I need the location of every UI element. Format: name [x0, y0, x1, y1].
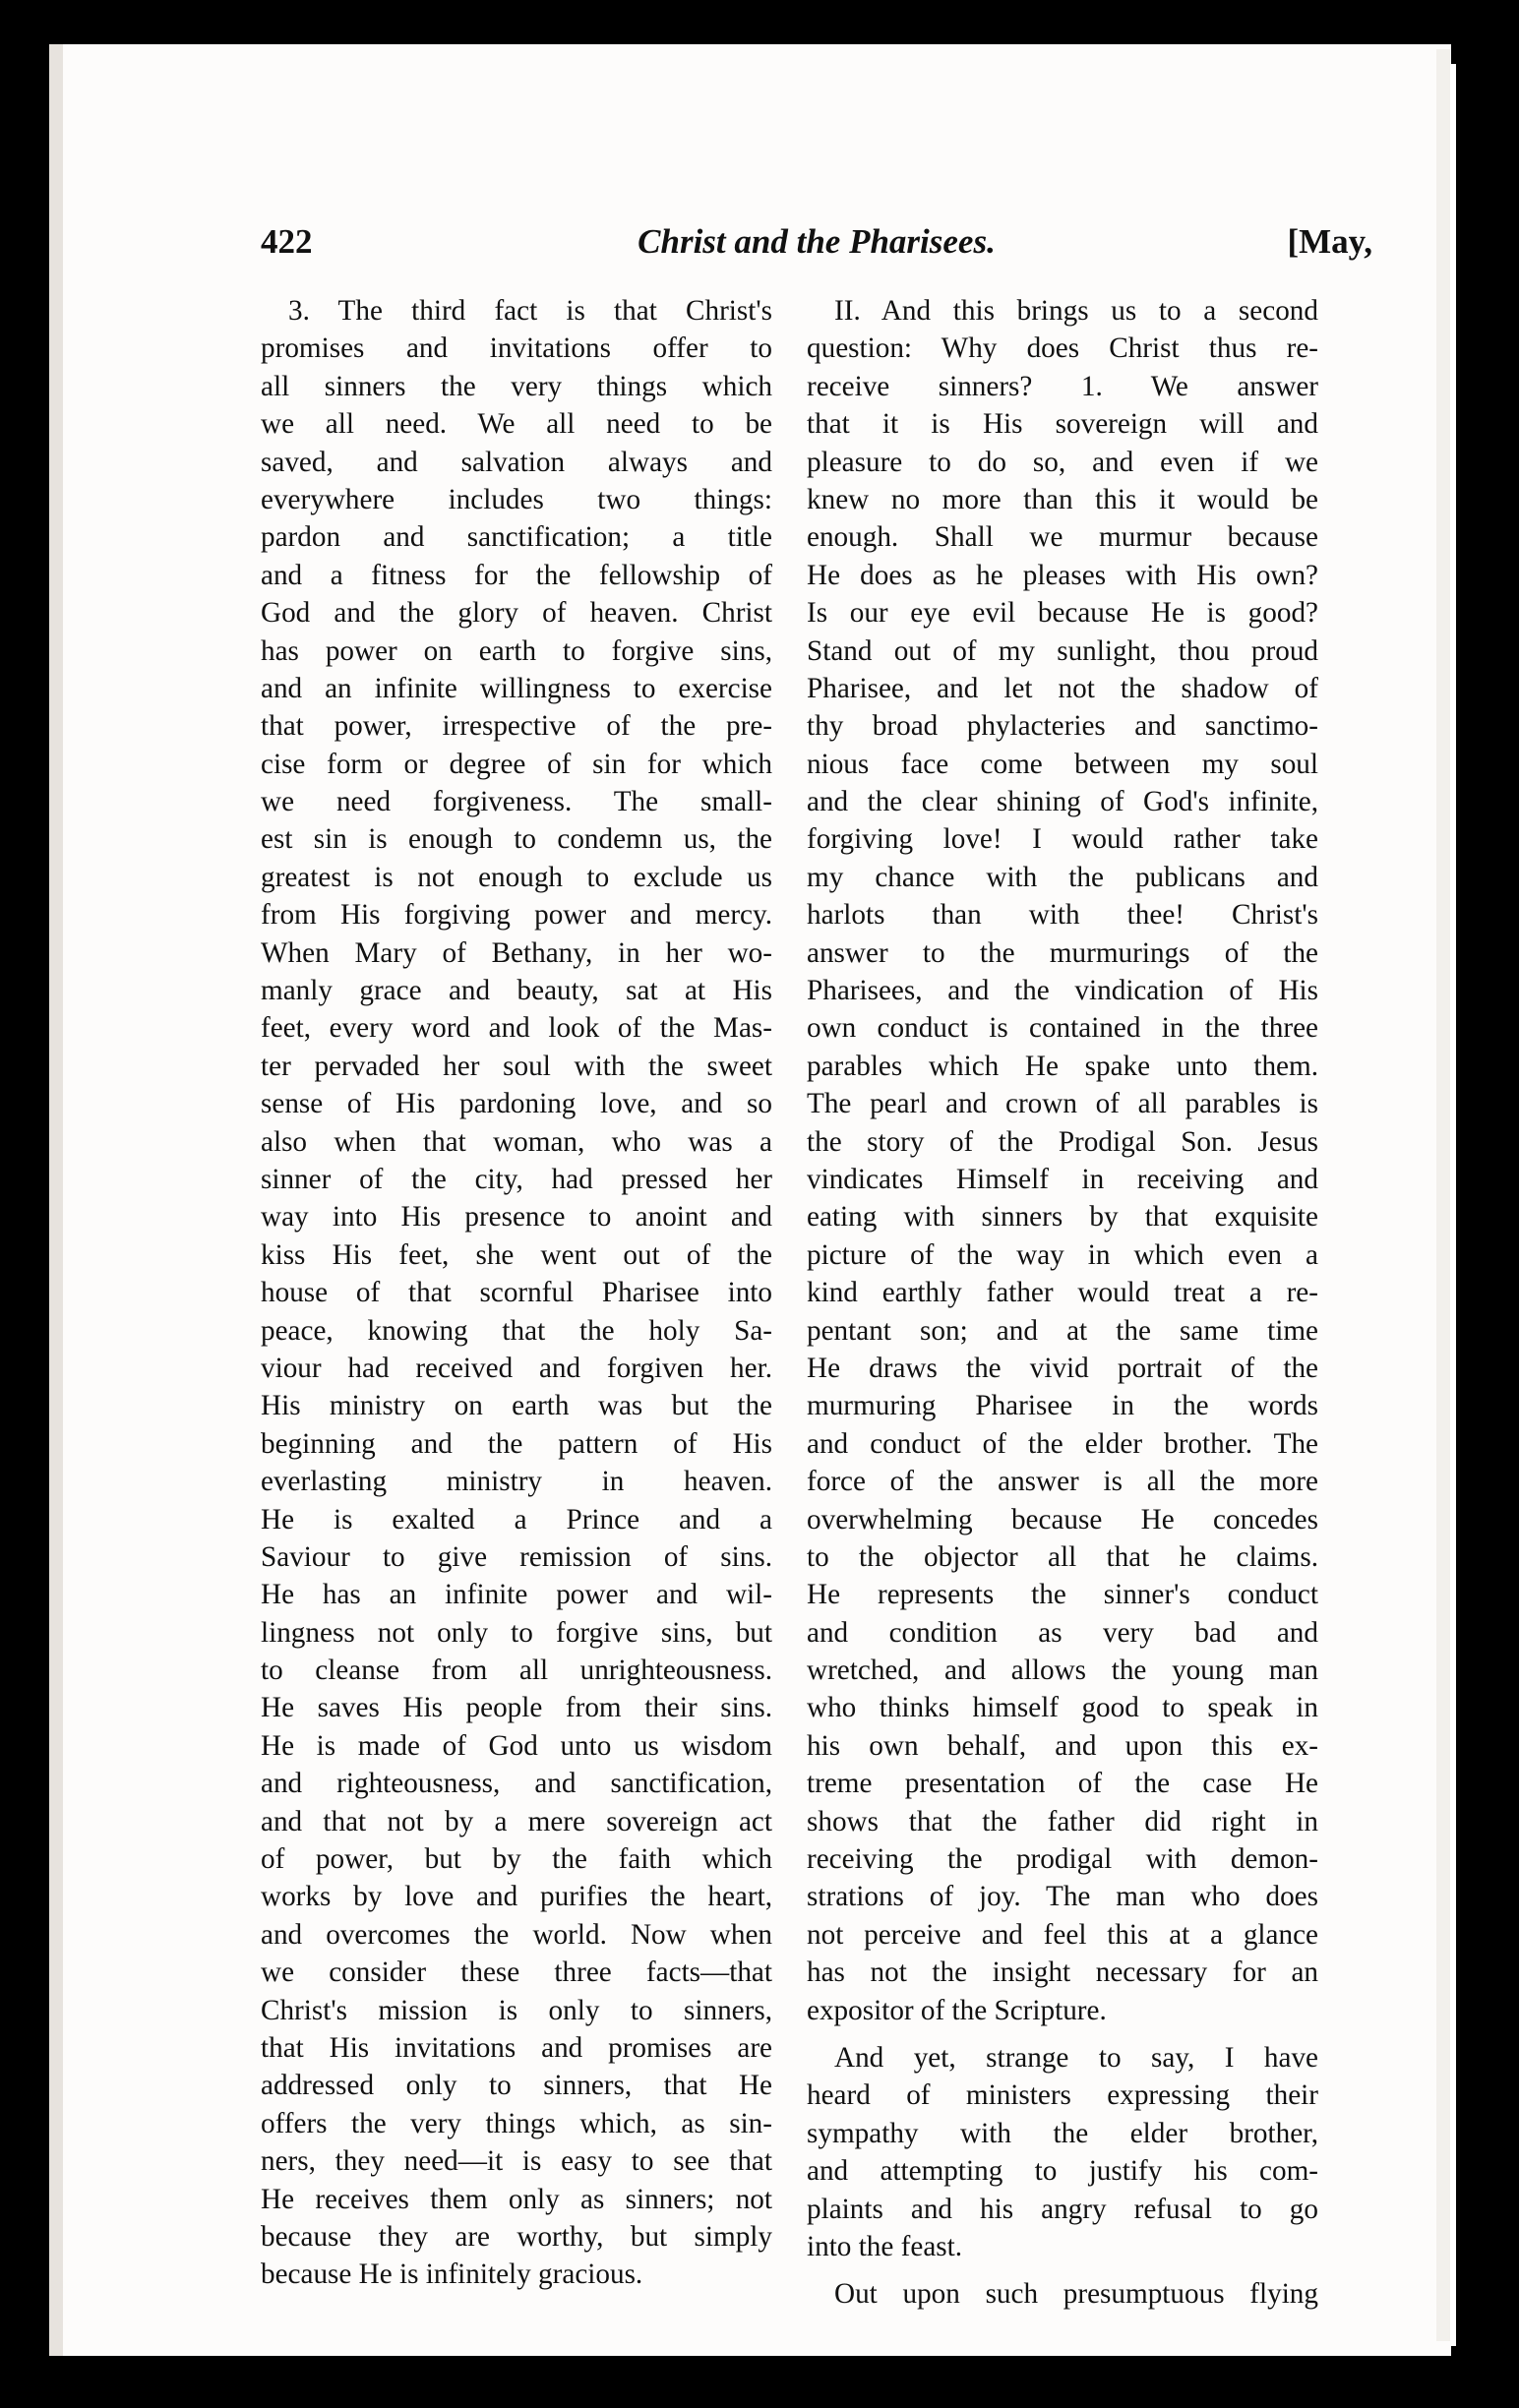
- text-line: and an infinite willingness to exercise: [261, 672, 772, 704]
- left-column: [261, 292, 772, 2294]
- text-line: parables which He spake unto them.: [807, 1050, 1318, 1082]
- text-line: who thinks himself good to speak in: [807, 1692, 1318, 1724]
- text-line: The pearl and crown of all parables is: [807, 1088, 1318, 1120]
- text-line: also when that woman, who was a: [261, 1125, 772, 1158]
- text-line: And yet, strange to say, I have: [834, 2041, 1318, 2074]
- paragraph-gap: [807, 2265, 1318, 2275]
- text-line: receive sinners? 1. We answer: [807, 370, 1318, 402]
- text-line: He is exalted a Prince and a: [261, 1503, 772, 1535]
- text-line: Out upon such presumptuous flying: [834, 2278, 1318, 2311]
- text-line: feet, every word and look of the Mas-: [261, 1012, 772, 1045]
- text-line: ter pervaded her soul with the sweet: [261, 1050, 772, 1082]
- text-line: and condition as very bad and: [807, 1616, 1318, 1649]
- text-line: peace, knowing that the holy Sa-: [261, 1314, 772, 1347]
- text-line: house of that scornful Pharisee into: [261, 1277, 772, 1309]
- text-line: He represents the sinner's conduct: [807, 1579, 1318, 1611]
- text-line: and attempting to justify his com-: [807, 2155, 1318, 2188]
- text-line: because they are worthy, but simply: [261, 2220, 772, 2253]
- text-line: picture of the way in which even a: [807, 1238, 1318, 1271]
- text-line: and the clear shining of God's infinite,: [807, 786, 1318, 818]
- text-line: and conduct of the elder brother. The: [807, 1427, 1318, 1460]
- text-line: sinner of the city, had pressed her: [261, 1163, 772, 1195]
- text-line: has power on earth to forgive sins,: [261, 634, 772, 667]
- text-line: to cleanse from all unrighteousness.: [261, 1655, 772, 1687]
- text-line: we all need. We all need to be: [261, 408, 772, 441]
- paragraph-gap: [807, 2029, 1318, 2039]
- text-line: own conduct is contained in the three: [807, 1012, 1318, 1045]
- text-line: of power, but by the faith which: [261, 1843, 772, 1876]
- text-line: saved, and salvation always and: [261, 446, 772, 478]
- text-line: Stand out of my sunlight, thou proud: [807, 634, 1318, 667]
- text-line: II. And this brings us to a second: [834, 295, 1318, 327]
- text-line: and righteousness, and sanctification,: [261, 1768, 772, 1800]
- text-line: offers the very things which, as sin-: [261, 2107, 772, 2139]
- text-line: eating with sinners by that exquisite: [807, 1201, 1318, 1234]
- text-line: wretched, and allows the young man: [807, 1655, 1318, 1687]
- text-line: way into His presence to anoint and: [261, 1201, 772, 1234]
- text-line: receiving the prodigal with demon-: [807, 1843, 1318, 1876]
- text-line: his own behalf, and upon this ex-: [807, 1729, 1318, 1762]
- text-line: heard of ministers expressing their: [807, 2079, 1318, 2112]
- text-line: strations of joy. The man who does: [807, 1881, 1318, 1913]
- text-line: He has an infinite power and wil-: [261, 1579, 772, 1611]
- text-line: enough. Shall we murmur because: [807, 521, 1318, 554]
- text-line: Pharisees, and the vindication of His: [807, 975, 1318, 1007]
- text-line: thy broad phylacteries and sanctimo-: [807, 710, 1318, 743]
- text-line: forgiving love! I would rather take: [807, 823, 1318, 856]
- text-line: Saviour to give remission of sins.: [261, 1540, 772, 1573]
- text-line: into the feast.: [807, 2230, 963, 2262]
- text-line: my chance with the publicans and: [807, 861, 1318, 893]
- text-line: Is our eye evil because He is good?: [807, 597, 1318, 630]
- text-line: Pharisee, and let not the shadow of: [807, 672, 1318, 704]
- text-line: works by love and purifies the heart,: [261, 1881, 772, 1913]
- text-line: His ministry on earth was but the: [261, 1390, 772, 1422]
- text-line: overwhelming because He concedes: [807, 1503, 1318, 1535]
- text-line: beginning and the pattern of His: [261, 1427, 772, 1460]
- text-line: expositor of the Scripture.: [807, 1994, 1107, 2026]
- text-line: everlasting ministry in heaven.: [261, 1466, 772, 1498]
- text-line: has not the insight necessary for an: [807, 1956, 1318, 1989]
- text-line: that it is His sovereign will and: [807, 408, 1318, 441]
- text-line: He receives them only as sinners; not: [261, 2183, 772, 2215]
- text-line: not perceive and feel this at a glance: [807, 1918, 1318, 1951]
- text-line: to the objector all that he claims.: [807, 1540, 1318, 1573]
- text-line: est sin is enough to condemn us, the: [261, 823, 772, 856]
- text-line: He does as he pleases with His own?: [807, 559, 1318, 591]
- text-line: sympathy with the elder brother,: [807, 2117, 1318, 2149]
- text-line: Christ's mission is only to sinners,: [261, 1994, 772, 2026]
- text-line: force of the answer is all the more: [807, 1466, 1318, 1498]
- page-number: 422: [261, 222, 313, 261]
- text-line: sense of His pardoning love, and so: [261, 1088, 772, 1120]
- text-line: pardon and sanctification; a title: [261, 521, 772, 554]
- text-line: that His invitations and promises are: [261, 2031, 772, 2064]
- text-line: greatest is not enough to exclude us: [261, 861, 772, 893]
- text-line: the story of the Prodigal Son. Jesus: [807, 1125, 1318, 1158]
- text-line: kind earthly father would treat a re-: [807, 1277, 1318, 1309]
- text-line: answer to the murmurings of the: [807, 936, 1318, 969]
- text-line: plaints and his angry refusal to go: [807, 2193, 1318, 2225]
- text-line: and a fitness for the fellowship of: [261, 559, 772, 591]
- text-line: When Mary of Bethany, in her wo-: [261, 936, 772, 969]
- running-title: Christ and the Pharisees.: [638, 222, 996, 261]
- text-line: and overcomes the world. Now when: [261, 1918, 772, 1951]
- text-line: question: Why does Christ thus re-: [807, 332, 1318, 365]
- text-line: kiss His feet, she went out of the: [261, 1238, 772, 1271]
- text-line: pleasure to do so, and even if we: [807, 446, 1318, 478]
- text-line: He draws the vivid portrait of the: [807, 1352, 1318, 1384]
- page-edge: [1436, 49, 1450, 2341]
- text-line: shows that the father did right in: [807, 1805, 1318, 1837]
- text-line: murmuring Pharisee in the words: [807, 1390, 1318, 1422]
- text-line: pentant son; and at the same time: [807, 1314, 1318, 1347]
- text-line: God and the glory of heaven. Christ: [261, 597, 772, 630]
- running-header: [261, 222, 1372, 271]
- text-line: vindicates Himself in receiving and: [807, 1163, 1318, 1195]
- text-line: He is made of God unto us wisdom: [261, 1729, 772, 1762]
- text-line: from His forgiving power and mercy.: [261, 899, 772, 932]
- text-line: manly grace and beauty, sat at His: [261, 975, 772, 1007]
- right-column: [807, 292, 1318, 2314]
- text-line: knew no more than this it would be: [807, 483, 1318, 515]
- text-line: nious face come between my soul: [807, 748, 1318, 780]
- running-month: [May,: [1287, 222, 1372, 261]
- text-line: lingness not only to forgive sins, but: [261, 1616, 772, 1649]
- text-line: we consider these three facts—that: [261, 1956, 772, 1989]
- text-line: promises and invitations offer to: [261, 332, 772, 365]
- text-line: and that not by a mere sovereign act: [261, 1805, 772, 1837]
- text-line: we need forgiveness. The small-: [261, 786, 772, 818]
- text-line: ners, they need—it is easy to see that: [261, 2145, 772, 2178]
- text-line: because He is infinitely gracious.: [261, 2258, 643, 2291]
- text-line: all sinners the very things which: [261, 370, 772, 402]
- text-line: 3. The third fact is that Christ's: [288, 295, 772, 327]
- text-line: treme presentation of the case He: [807, 1768, 1318, 1800]
- text-line: viour had received and forgiven her.: [261, 1352, 772, 1384]
- text-line: that power, irrespective of the pre-: [261, 710, 772, 743]
- text-line: addressed only to sinners, that He: [261, 2070, 772, 2102]
- text-line: He saves His people from their sins.: [261, 1692, 772, 1724]
- text-line: harlots than with thee! Christ's: [807, 899, 1318, 932]
- next-page-edge: [1450, 64, 1456, 2346]
- text-line: everywhere includes two things:: [261, 483, 772, 515]
- text-line: cise form or degree of sin for which: [261, 748, 772, 780]
